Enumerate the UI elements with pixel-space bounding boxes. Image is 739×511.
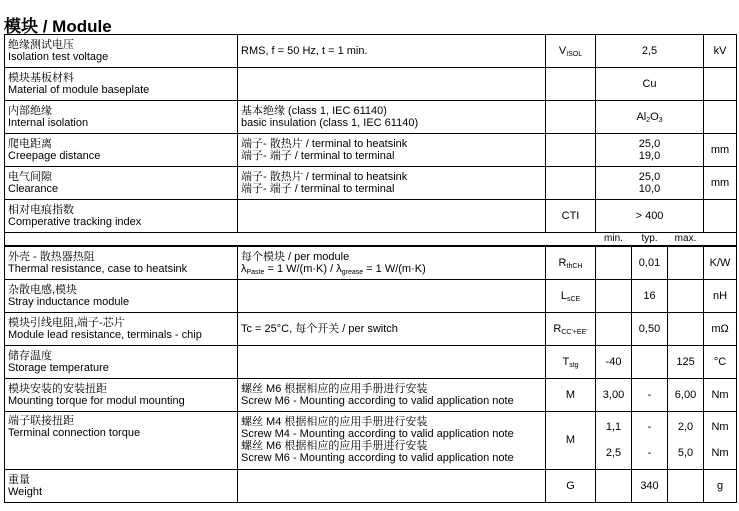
unit: °C	[704, 345, 737, 378]
condition-cn: 基本绝缘 (class 1, IEC 61140)	[241, 105, 387, 117]
condition-m4-cn: 螺丝 M4 根据相应的应用手册进行安装	[241, 416, 428, 428]
value-typ	[632, 345, 668, 378]
symbol	[546, 167, 596, 200]
table-row	[5, 68, 737, 101]
value-max: 125	[668, 345, 704, 378]
value-min: 3,00	[596, 378, 632, 411]
param-name-cn: 外壳 - 散热器热阻	[8, 250, 95, 263]
param-name	[5, 167, 238, 200]
table-row	[5, 279, 737, 312]
value-typ: $Al_2O_3$	[596, 101, 704, 134]
param-name-cn: 模块安装的安装扭距	[8, 382, 107, 395]
value-typ: -	[632, 378, 668, 411]
param-name-cn: 电气间隙	[8, 171, 52, 183]
minmax-header	[5, 233, 737, 247]
param-name	[5, 200, 238, 233]
table-row	[5, 411, 737, 469]
param-name-cn: 储存温度	[8, 349, 52, 362]
symbol: $T_{stg}$	[546, 345, 596, 378]
symbol: $R_{CC'+EE'}$	[546, 312, 596, 345]
value-max	[668, 469, 704, 502]
table-row	[5, 134, 737, 167]
param-name	[5, 246, 238, 279]
condition-line-1: 端子- 散热片 / terminal to heatsink	[241, 171, 408, 183]
param-name-en: Weight	[8, 485, 43, 498]
value-typ: 25,0 10,0	[596, 167, 704, 200]
param-name	[5, 279, 238, 312]
unit: Nm Nm	[704, 411, 737, 469]
table-row	[5, 246, 737, 279]
table-row	[5, 167, 737, 200]
condition-m6-en: Screw M6 - Mounting according to valid application note	[241, 452, 514, 464]
param-name-en: Thermal resistance, case to heatsink	[8, 262, 188, 275]
value-typ: 0,50	[632, 312, 668, 345]
value-min: 1,1 2,5	[596, 411, 632, 469]
param-name	[5, 345, 238, 378]
condition	[238, 167, 546, 200]
param-name-en: Terminal connection torque	[8, 426, 141, 439]
condition-line-1: 端子- 散热片 / terminal to heatsink	[241, 138, 408, 150]
unit: mm	[704, 134, 737, 167]
condition-cn: 螺丝 M6 根据相应的应用手册进行安装	[241, 382, 428, 395]
param-name-en: Material of module baseplate	[8, 84, 150, 96]
unit: mΩ	[704, 312, 737, 345]
value-max: 6,00	[668, 378, 704, 411]
table-row	[5, 101, 737, 134]
param-name-cn: 杂散电感,模块	[8, 283, 78, 296]
symbol	[546, 134, 596, 167]
unit: kV	[704, 35, 737, 68]
condition-m6-cn: 螺丝 M6 根据相应的应用手册进行安装	[241, 440, 428, 452]
condition	[238, 101, 546, 134]
condition	[238, 134, 546, 167]
value-min	[596, 312, 632, 345]
condition	[238, 68, 546, 101]
param-name-en: Stray inductance module	[8, 295, 130, 308]
param-name-en: Isolation test voltage	[8, 51, 109, 63]
param-name-cn: 端子联接扭距	[8, 414, 74, 427]
condition	[238, 246, 546, 279]
value-typ: 0,01	[632, 246, 668, 279]
unit: K/W	[704, 246, 737, 279]
unit: Nm	[704, 378, 737, 411]
param-name-cn: 相对电痕指数	[8, 204, 74, 216]
value-min	[596, 469, 632, 502]
value-max	[668, 279, 704, 312]
param-name-en: Comperative tracking index	[8, 216, 142, 228]
condition	[238, 200, 546, 233]
param-name	[5, 68, 238, 101]
param-name-en: Storage temperature	[8, 361, 109, 374]
symbol: G	[546, 469, 596, 502]
symbol: CTI	[546, 200, 596, 233]
module-spec-table	[4, 34, 737, 503]
param-name-en: Module lead resistance, terminals - chip	[8, 328, 202, 341]
table-row	[5, 378, 737, 411]
param-name-en: Mounting torque for modul mounting	[8, 394, 185, 407]
condition: Tc = 25°C, 每个开关 / per switch	[238, 312, 546, 345]
param-name	[5, 312, 238, 345]
param-name-cn: 模块基板材料	[8, 72, 74, 84]
value-typ: Cu	[596, 68, 704, 101]
condition-en: basic insulation (class 1, IEC 61140)	[241, 117, 419, 129]
table-row	[5, 312, 737, 345]
symbol	[546, 68, 596, 101]
condition-m4-en: Screw M4 - Mounting according to valid application note	[241, 428, 514, 440]
table-row	[5, 200, 737, 233]
param-name-cn: 爬电距离	[8, 138, 52, 150]
param-name-cn: 内部绝缘	[8, 105, 52, 117]
unit	[704, 68, 737, 101]
condition	[238, 279, 546, 312]
value-typ: > 400	[596, 200, 704, 233]
condition	[238, 411, 546, 469]
value-min: -40	[596, 345, 632, 378]
param-name-cn: 重量	[8, 473, 30, 486]
value-min	[596, 246, 632, 279]
param-name	[5, 134, 238, 167]
symbol: $R_{thCH}$	[546, 246, 596, 279]
table-row	[5, 35, 737, 68]
condition	[238, 378, 546, 411]
param-name-cn: 绝缘测试电压	[8, 39, 74, 51]
value-typ: 2,5	[596, 35, 704, 68]
param-name	[5, 378, 238, 411]
condition-line-2: 端子- 端子 / terminal to terminal	[241, 183, 395, 195]
symbol: M	[546, 411, 596, 469]
unit: mm	[704, 167, 737, 200]
header-max: max.	[674, 233, 697, 244]
section-title: 模块 / Module	[4, 17, 112, 36]
value-typ: - -	[632, 411, 668, 469]
symbol	[546, 101, 596, 134]
param-name-en: Creepage distance	[8, 150, 101, 162]
condition	[238, 469, 546, 502]
value-max: 2,0 5,0	[668, 411, 704, 469]
param-name	[5, 101, 238, 134]
param-name	[5, 35, 238, 68]
table-row	[5, 345, 737, 378]
header-min: min.	[604, 233, 623, 244]
unit	[704, 200, 737, 233]
value-max	[668, 312, 704, 345]
condition	[238, 345, 546, 378]
value-typ: 25,0 19,0	[596, 134, 704, 167]
param-name-cn: 模块引线电阻,端子-芯片	[8, 316, 125, 329]
condition-en: Screw M6 - Mounting according to valid application note	[241, 394, 514, 407]
param-name	[5, 469, 238, 502]
symbol: $V_{ISOL}$	[546, 35, 596, 68]
param-name-en: Clearance	[8, 183, 59, 195]
symbol: $L_{sCE}$	[546, 279, 596, 312]
condition-line-2: $\lambda_{Paste} = 1$ $W/(m\cdot K) / \lambda_{grease} = 1$ W/(m·K)	[241, 262, 426, 276]
condition-line-2: 端子- 端子 / terminal to terminal	[241, 150, 395, 162]
value-typ: 16	[632, 279, 668, 312]
condition-line-1: 每个模块 / per module	[241, 250, 350, 263]
condition: RMS, f = 50 Hz, t = 1 min.	[238, 35, 546, 68]
value-min	[596, 279, 632, 312]
value-typ: 340	[632, 469, 668, 502]
param-name-en: Internal isolation	[8, 117, 89, 129]
value-max	[668, 246, 704, 279]
unit: nH	[704, 279, 737, 312]
param-name	[5, 411, 238, 469]
unit	[704, 101, 737, 134]
header-typ: typ.	[641, 233, 658, 244]
symbol: M	[546, 378, 596, 411]
unit: g	[704, 469, 737, 502]
table-row	[5, 469, 737, 502]
